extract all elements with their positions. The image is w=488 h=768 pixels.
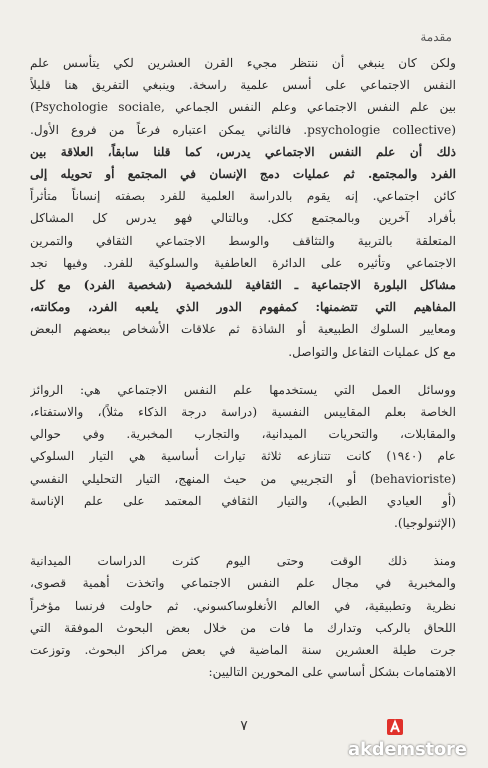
- paragraph-3: [30, 550, 456, 683]
- text-line: اللحاق بالركب وتدارك ما فات من خلال بعض البحوث الموفقة التي: [30, 620, 456, 635]
- page-number: ٧: [240, 718, 248, 734]
- text-line: جرت طيلة العشرين سنة الماضية في بعض مراكز البحوث. وتوزعت: [30, 643, 456, 658]
- watermark-text: akdemstore: [348, 739, 467, 760]
- text-line: ولكن كان ينبغي أن ننتظر مجيء القرن العشرين لكي يتأسس علم: [30, 56, 456, 70]
- book-letter-a-icon: [386, 718, 404, 736]
- text-line: ومنذ ذلك الوقت وحتى اليوم كثرت الدراسات الميدانية: [30, 554, 456, 569]
- text-line: (أو العيادي الطبي)، والتيار الثقافي المعتمد على علم الإناسة: [30, 493, 456, 508]
- text-line: النفس الاجتماعي على أسس علمية راسخة. وينبغي التفريق هنا قليلاً: [30, 78, 456, 93]
- text-line: ومعايير السلوك الطبيعية أو الشاذة ثم علاقات الأشخاص ببعضهم البعض: [30, 322, 456, 337]
- watermark-logo: [348, 718, 480, 762]
- text-line: الخاصة بعلم المقاييس النفسية (دراسة درجة الذكاء مثلاً)، والاستفتاء،: [30, 405, 456, 420]
- text-line: ذلك أن علم النفس الاجتماعي يدرس، كما قلنا سابقاً، العلاقة بين: [30, 144, 456, 159]
- text-line: كائن اجتماعي. إنه يقوم بالدراسة العلمية للفرد بصفته إنساناً متأثراً: [30, 189, 456, 204]
- text-line: ووسائل العمل التي يستخدمها علم النفس الاجتماعي هي: الروائز: [30, 382, 456, 397]
- text-line: المفاهيم التي تتضمنها: كمفهوم الدور الذي يلعبه الفرد، ومكانته،: [30, 300, 456, 315]
- text-line: (behavioriste) أو التجريبي من حيث المنهج، التيار التحليلي النفسي: [30, 471, 456, 486]
- text-line: الاهتمامات بشكل أساسي على المحورين التاليين:: [208, 665, 456, 680]
- text-line: مع كل عمليات التفاعل والتواصل.: [288, 344, 456, 359]
- text-line: نظرية وتطبيقية، في العالم الأنغلوساكسوني. ثم حاولت فرنسا مؤخراً: [30, 598, 456, 613]
- text-line: عام (١٩٤٠) كانت تتنازعه ثلاثة تيارات أساسية هي التيار السلوكي: [30, 449, 456, 464]
- body-text: [30, 52, 456, 699]
- paragraph-1: [30, 52, 456, 363]
- text-line: الاجتماعي وتأثيره على الدائرة العاطفية والسلوكية للفرد. وفيها نجد: [30, 255, 456, 270]
- running-head: مقدمة: [420, 30, 452, 44]
- text-line: الفرد والمجتمع. ثم عمليات دمج الإنسان في المجتمع أو تحويله إلى: [30, 167, 456, 182]
- text-line: والمخبرية في مجال علم النفس الاجتماعي واتخذت أهمية قصوى،: [30, 576, 456, 591]
- text-line: المتعلقة بالتربية والتثاقف والوسط الاجتماعي الثقافي والتمرين: [30, 233, 456, 248]
- text-line: مشاكل البلورة الاجتماعية ـ الثقافية للشخصية (شخصية الفرد) مع كل: [30, 278, 456, 293]
- text-line: بأفراد آخرين وبالمجتمع ككل. وبالتالي فهو يدرس كل المشاكل: [30, 211, 456, 226]
- text-line: (psychologie collective. فالثاني يمكن اعتباره فرعاً من فروع الأول.: [30, 122, 456, 137]
- text-line: (الإثنولوجيا).: [393, 516, 456, 531]
- text-line: بين علم النفس الاجتماعي وعلم النفس الجماعي ,Psychologie sociale): [30, 100, 456, 115]
- text-line: والمقابلات، والتحريات الميدانية، والتجارب المخبرية. وفي حوالي: [30, 427, 456, 442]
- paragraph-2: [30, 379, 456, 534]
